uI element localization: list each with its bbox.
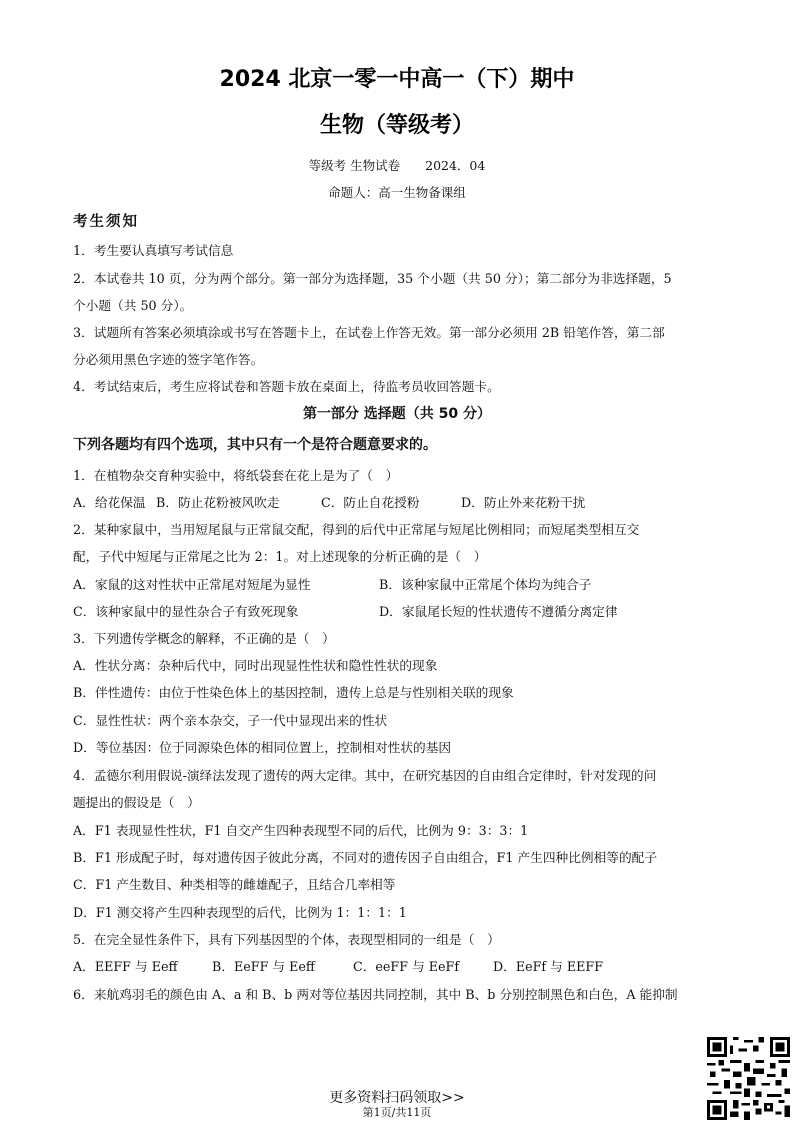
question-stem: 6．来航鸡羽毛的颜色由 A、a 和 B、b 两对等位基因共同控制，其中 B、b 分别控制黑色和白色，A 能抑制 — [73, 987, 678, 1002]
option-c: C．该种家鼠中的显性杂合子有致死现象 — [73, 604, 299, 619]
option-b: B．EeFF 与 Eeff — [212, 959, 315, 974]
option-a: A．EEFF 与 Eeff — [73, 959, 178, 974]
notice-item: 个小题（共 50 分）。 — [73, 298, 193, 313]
option-d: D．EeFf 与 EEFF — [493, 959, 604, 974]
footer-promo-link[interactable]: 更多资料扫码领取>> — [329, 1090, 465, 1106]
question-stem: 配，子代中短尾与正常尾之比为 2：1。对上述现象的分析正确的是（ ） — [73, 549, 487, 564]
option-c: C．eeFF 与 EeFf — [353, 959, 460, 974]
option-b: B．F1 形成配子时，每对遗传因子彼此分离，不同对的遗传因子自由组合，F1 产生四种比例相等的配子 — [73, 850, 658, 865]
page-number: 第1页/共11页 — [362, 1106, 432, 1119]
part1-instruction: 下列各题均有四个选项，其中只有一个是符合题意要求的。 — [73, 437, 437, 453]
question-options — [73, 492, 723, 511]
option-d: D．等位基因：位于同源染色体的相同位置上，控制相对性状的基因 — [73, 740, 452, 755]
option-d: D．F1 测交将产生四种表现型的后代，比例为 1：1：1：1 — [73, 905, 407, 920]
exam-title: 2024 北京一零一中高一（下）期中 — [219, 67, 575, 92]
part1-heading: 第一部分 选择题（共 50 分） — [302, 406, 492, 422]
option-d: D．家鼠尾长短的性状遗传不遵循分离定律 — [379, 604, 618, 619]
notice-item: 1．考生要认真填写考试信息 — [73, 243, 234, 258]
notice-heading: 考生须知 — [73, 214, 139, 230]
option-d: D．防止外来花粉干扰 — [461, 495, 586, 510]
question-options — [73, 574, 723, 593]
option-b: B．该种家鼠中正常尾个体均为纯合子 — [379, 577, 592, 592]
question-stem: 5．在完全显性条件下，具有下列基因型的个体，表现型相同的一组是（ ） — [73, 932, 500, 947]
option-c: C．防止自花授粉 — [321, 495, 420, 510]
option-b: B．防止花粉被风吹走 — [156, 495, 280, 510]
option-a: A．家鼠的这对性状中正常尾对短尾为显性 — [73, 577, 311, 592]
option-c: C．显性性状：两个亲本杂交，子一代中显现出来的性状 — [73, 713, 388, 728]
notice-item: 2．本试卷共 10 页，分为两个部分。第一部分为选择题，35 个小题（共 50 分）；第二部分为非选择题，5 — [73, 271, 672, 286]
question-stem: 4．孟德尔利用假说-演绎法发现了遗传的两大定律。其中，在研究基因的自由组合定律时，针对发现的问 — [73, 768, 657, 783]
question-stem: 2．某种家鼠中，当用短尾鼠与正常鼠交配，得到的后代中正常尾与短尾比例相同；而短尾类型相互交 — [73, 522, 640, 537]
exam-meta-date: 等级考 生物试卷 2024．04 — [308, 158, 486, 173]
option-a: A．F1 表现显性性状，F1 自交产生四种表现型不同的后代，比例为 9：3：3：1 — [73, 823, 529, 838]
option-c: C．F1 产生数目、种类相等的雌雄配子，且结合几率相等 — [73, 877, 396, 892]
option-a: A．性状分离：杂种后代中，同时出现显性性状和隐性性状的现象 — [73, 658, 438, 673]
exam-meta-author: 命题人：高一生物备课组 — [328, 185, 466, 200]
notice-item: 3．试题所有答案必须填涂或书写在答题卡上，在试卷上作答无效。第一部分必须用 2B 铅笔作答，第二部 — [73, 325, 665, 340]
option-a: A．给花保温 — [73, 495, 146, 510]
notice-item: 分必须用黑色字迹的签字笔作答。 — [73, 352, 264, 367]
question-stem: 3．下列遗传学概念的解释，不正确的是（ ） — [73, 631, 335, 646]
option-b: B．伴性遗传：由位于性染色体上的基因控制，遗传上总是与性别相关联的现象 — [73, 685, 514, 700]
question-options — [73, 956, 723, 975]
question-options — [73, 601, 723, 620]
question-stem: 题提出的假设是（ ） — [73, 795, 200, 810]
exam-subtitle: 生物（等级考） — [319, 113, 474, 138]
notice-item: 4．考试结束后，考生应将试卷和答题卡放在桌面上，待监考员收回答题卡。 — [73, 379, 500, 394]
question-stem: 1．在植物杂交育种实验中，将纸袋套在花上是为了（ ） — [73, 468, 399, 483]
